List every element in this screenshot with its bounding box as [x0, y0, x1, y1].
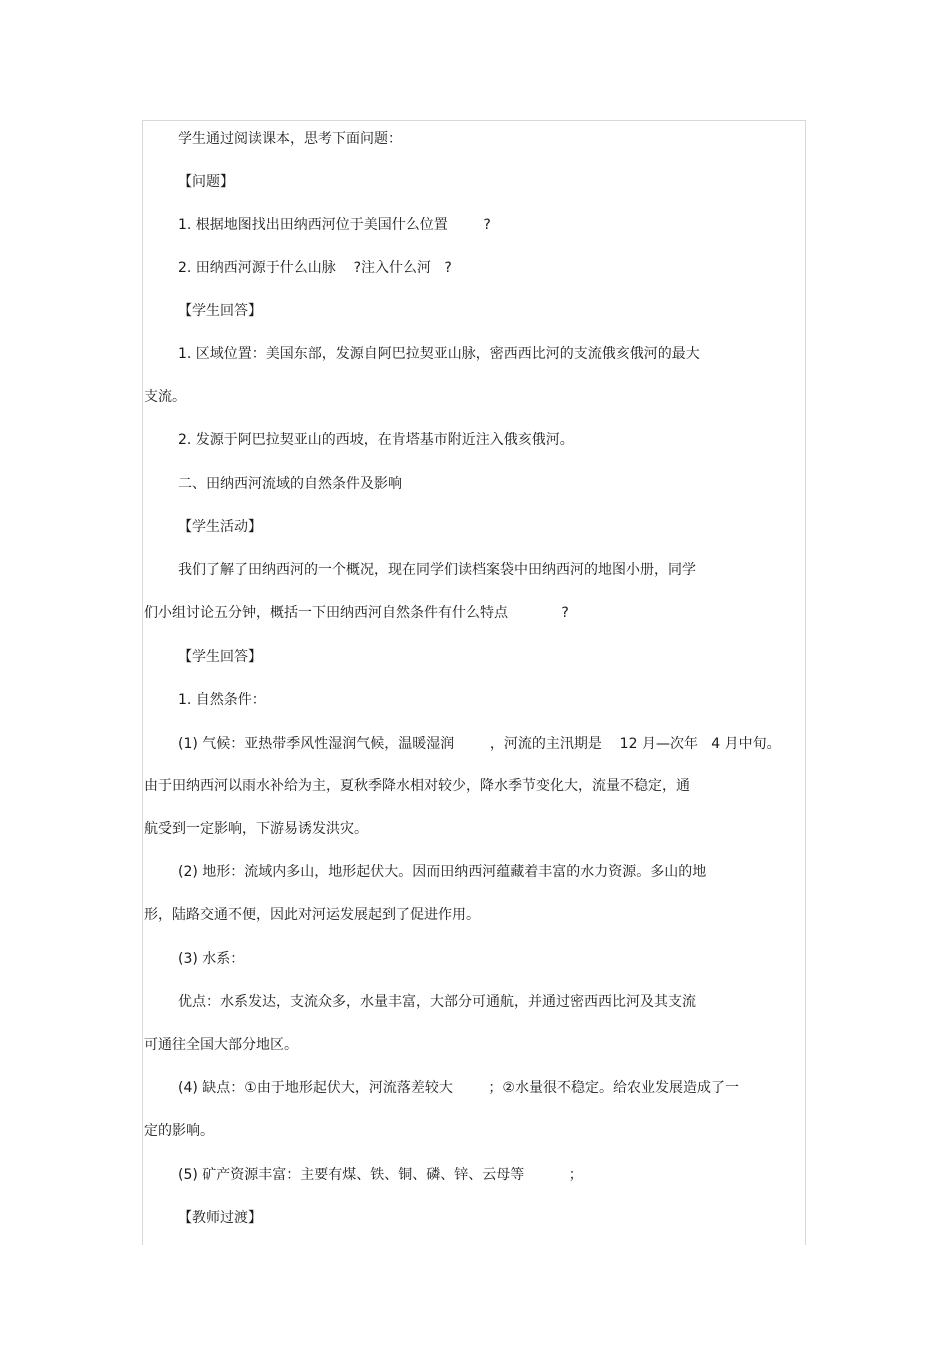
terrain-line-2: 形，陆路交通不便，因此对河运发展起到了促进作用。	[144, 907, 480, 923]
climate-line-2: 由于田纳西河以雨水补给为主，夏秋季降水相对较少，降水季节变化大，流量不稳定，通	[144, 778, 690, 794]
intro-text: 学生通过阅读课本，思考下面问题：	[178, 131, 402, 147]
answer-1-line-1: 1. 区域位置：美国东部，发源自阿巴拉契亚山脉，密西西比河的支流俄亥俄河的最大	[178, 346, 700, 362]
disadvantages-line-1: (4) 缺点：①由于地形起伏大，河流落差较大 ；②水量很不稳定。给农业发展造成了一	[178, 1080, 739, 1096]
water-system-heading: (3) 水系：	[178, 951, 245, 967]
section-label-student-activity: 【学生活动】	[178, 519, 262, 535]
activity-line-2: 们小组讨论五分钟，概括一下田纳西河自然条件有什么特点 ?	[144, 605, 569, 621]
section-label-teacher-transition: 【教师过渡】	[178, 1210, 262, 1226]
page-frame	[142, 120, 806, 1245]
section-label-student-answer: 【学生回答】	[178, 303, 262, 319]
climate-line-3: 航受到一定影响，下游易诱发洪灾。	[144, 821, 368, 837]
advantages-line-1: 优点：水系发达，支流众多，水量丰富，大部分可通航，并通过密西西比河及其支流	[178, 994, 696, 1010]
section-heading-2: 二、田纳西河流域的自然条件及影响	[178, 476, 402, 492]
question-1: 1. 根据地图找出田纳西河位于美国什么位置 ?	[178, 217, 491, 233]
section-label-student-answer-2: 【学生回答】	[178, 649, 262, 665]
advantages-line-2: 可通往全国大部分地区。	[144, 1037, 298, 1053]
activity-line-1: 我们了解了田纳西河的一个概况，现在同学们读档案袋中田纳西河的地图小册，同学	[178, 562, 696, 578]
section-label-question: 【问题】	[178, 174, 234, 190]
climate-line-1: (1) 气候：亚热带季风性湿润气候，温暖湿润 ，河流的主汛期是 12 月—次年 4 月中旬。	[178, 736, 781, 752]
disadvantages-line-2: 定的影响。	[144, 1123, 214, 1139]
natural-conditions-heading: 1. 自然条件：	[178, 692, 266, 708]
question-2: 2. 田纳西河源于什么山脉 ?注入什么河 ?	[178, 260, 452, 276]
answer-1-line-2: 支流。	[144, 389, 186, 405]
terrain-line-1: (2) 地形：流域内多山，地形起伏大。因而田纳西河蕴藏着丰富的水力资源。多山的地	[178, 864, 707, 880]
mineral-resources: (5) 矿产资源丰富：主要有煤、铁、铜、磷、锌、云母等 ；	[178, 1167, 583, 1183]
answer-2: 2. 发源于阿巴拉契亚山的西坡，在肯塔基市附近注入俄亥俄河。	[178, 432, 574, 448]
